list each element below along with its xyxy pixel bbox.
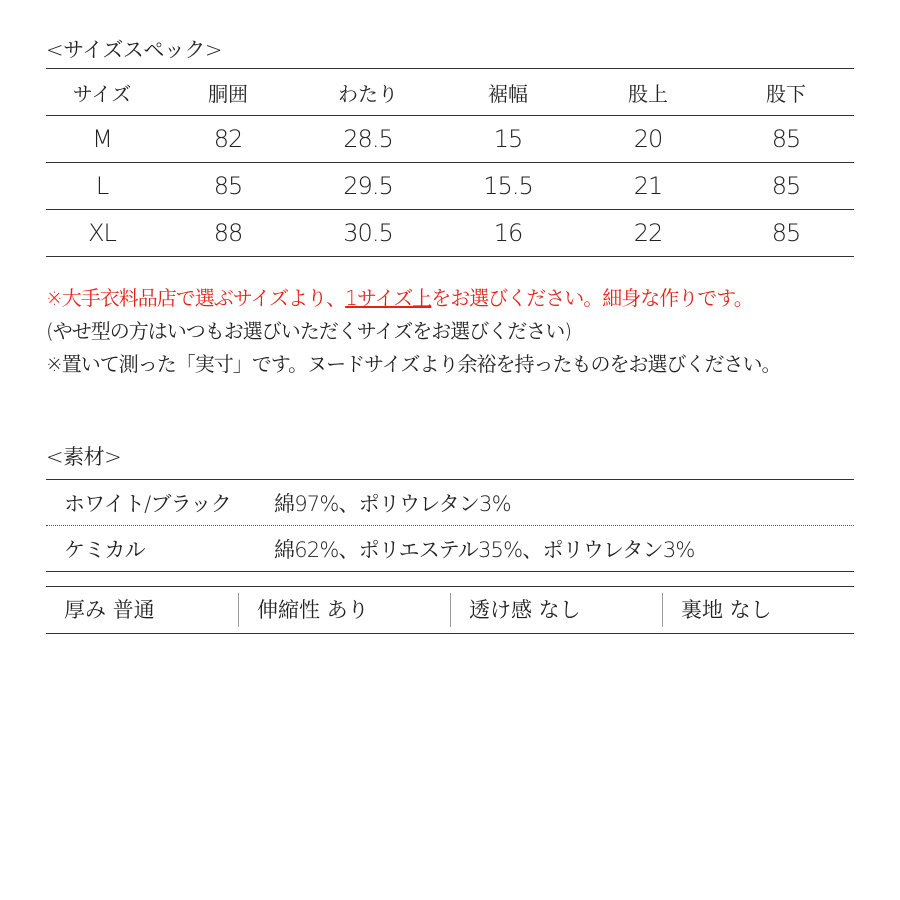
table-cell: L	[95, 172, 109, 200]
table-cell: 85	[771, 219, 801, 247]
size-table-header-row	[46, 69, 854, 116]
column-header: 股下	[766, 81, 806, 106]
table-cell: 20	[633, 125, 663, 153]
table-row	[46, 116, 854, 163]
table-cell: 88	[213, 219, 243, 247]
table-cell: 30.5	[343, 219, 393, 247]
attribute-sheerness: 透け感 なし	[450, 593, 662, 627]
table-cell: 22	[633, 219, 663, 247]
column-header: 股上	[628, 81, 668, 106]
attribute-thickness: 厚み 普通	[64, 598, 155, 622]
attribute-lining: 裏地 なし	[662, 593, 854, 627]
table-cell: 85	[771, 172, 801, 200]
fit-warning-emphasis: 1サイズ上	[345, 286, 432, 310]
table-cell: XL	[88, 219, 116, 247]
column-header: サイズ	[72, 81, 132, 106]
material-row	[46, 480, 854, 526]
table-cell: 21	[633, 172, 663, 200]
table-cell: 15	[493, 125, 523, 153]
size-notes	[46, 282, 866, 381]
material-color-name: ホワイト/ブラック	[64, 491, 231, 516]
table-cell: 82	[213, 125, 243, 153]
table-row	[46, 210, 854, 256]
table-cell: 15.5	[483, 172, 533, 200]
fit-warning-note	[46, 282, 866, 315]
column-header: 胴囲	[208, 81, 248, 106]
size-spec-heading: <サイズスペック>	[46, 38, 223, 62]
table-cell: 16	[493, 219, 523, 247]
table-cell: 85	[213, 172, 243, 200]
material-table	[46, 479, 854, 572]
material-composition: 綿62%、ポリエステル35%、ポリウレタン3%	[274, 537, 695, 562]
size-spec-table	[46, 68, 854, 257]
table-cell: 85	[771, 125, 801, 153]
column-header: 裾幅	[488, 81, 528, 106]
material-heading: <素材>	[46, 445, 122, 469]
slim-body-note: (やせ型の方はいつもお選びいただくサイズをお選びください)	[46, 319, 572, 343]
attribute-stretch: 伸縮性 あり	[238, 593, 450, 627]
column-header: わたり	[338, 81, 398, 106]
fit-warning-suffix: をお選びください。細身な作りです。	[431, 286, 753, 310]
material-row	[46, 526, 854, 571]
material-composition: 綿97%、ポリウレタン3%	[274, 491, 511, 516]
table-cell: 28.5	[343, 125, 393, 153]
table-row	[46, 163, 854, 210]
fabric-attributes	[46, 586, 854, 634]
material-color-name: ケミカル	[64, 537, 145, 562]
measurement-note: ※置いて測った「実寸」です。ヌードサイズより余裕を持ったものをお選びください。	[46, 352, 781, 376]
table-cell: 29.5	[343, 172, 393, 200]
fit-warning-prefix: ※大手衣料品店で選ぶサイズより、	[46, 286, 346, 310]
table-cell: M	[92, 125, 112, 153]
